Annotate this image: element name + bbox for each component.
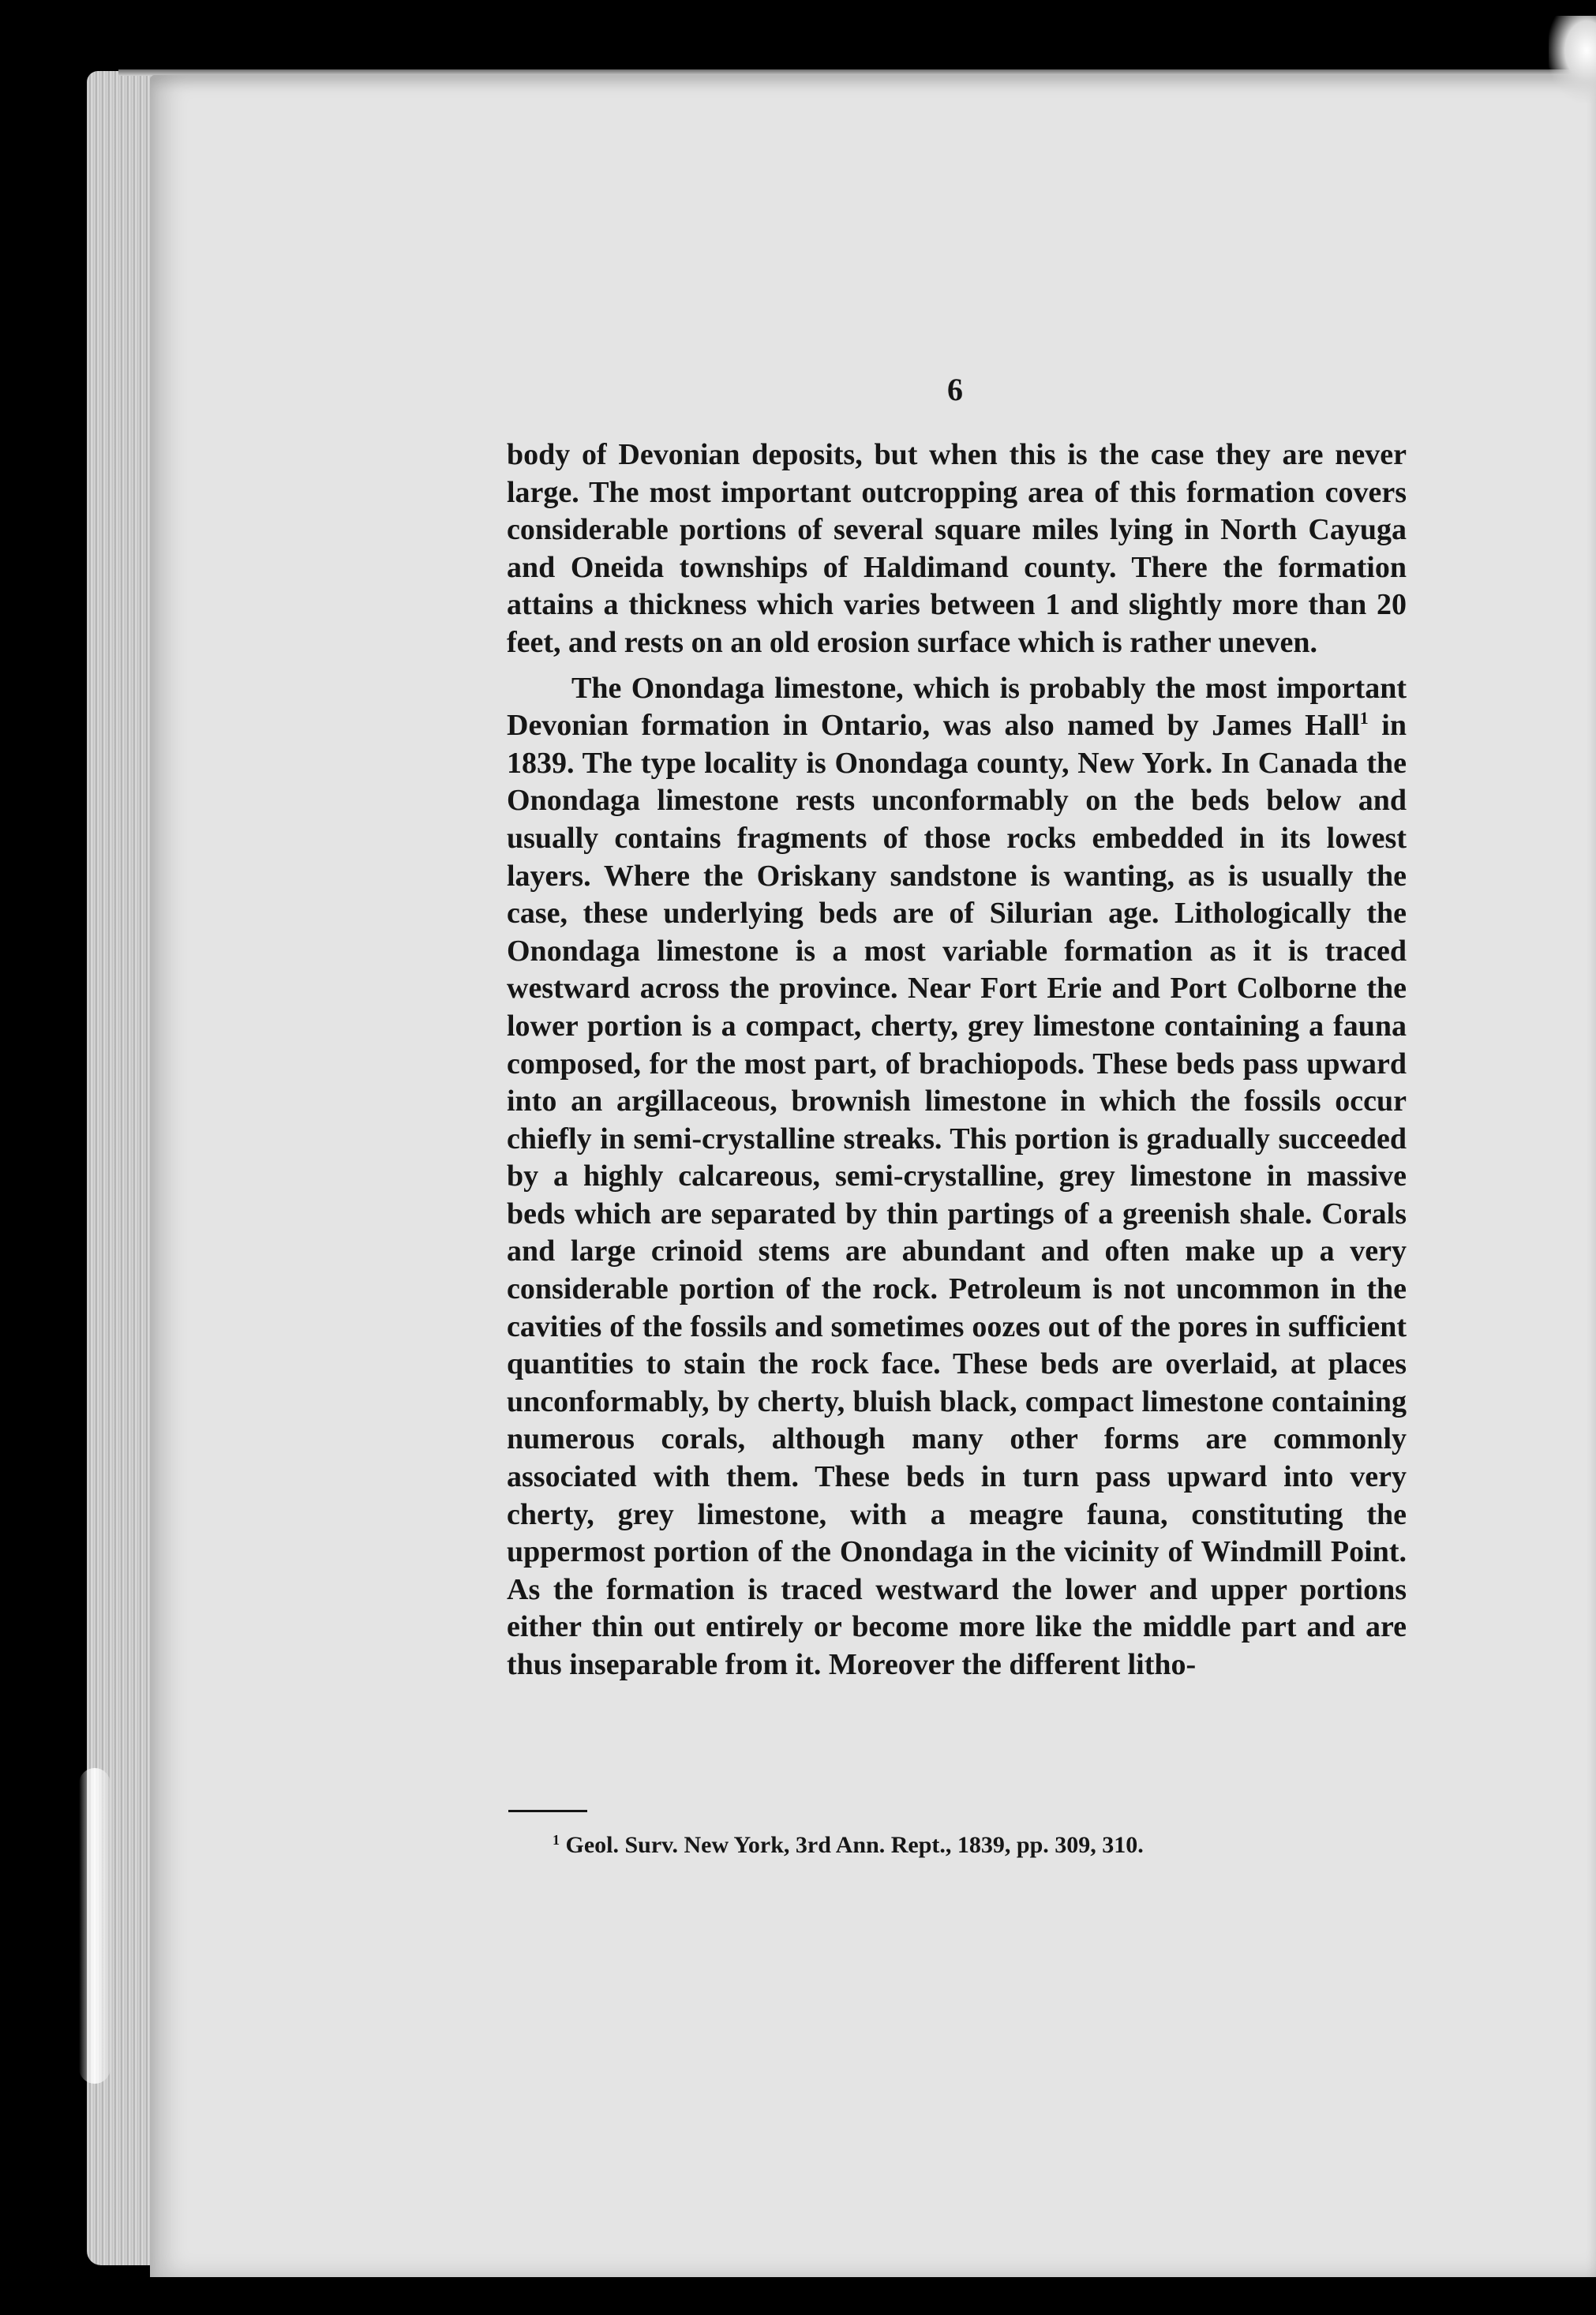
paragraph-2-text-rest: in 1839. The type locality is Onondaga county, New York. In Canada the Onondaga limestone rests unconformably on the beds below and usually contains fragments of those rocks embedded in its lowest layers. Where the Oriskany sandstone is wanting, as is usually the case, these underlying beds are of Silurian age. Lithologically the Onondaga limestone is a most variable formation as it is traced westward across the province. Near Fort Erie and Port Colborne the lower portion is a compact, cherty, grey limestone containing a fauna composed, for the most part, of brachiopods. These beds pass upward into an argillaceous, brownish limestone in which the fossils occur chiefly in semi-crystalline streaks. This portion is gradually succeeded by a highly calcareous, semi-crystalline, grey limestone in massive beds which are separated by thin partings of a greenish shale. Corals and large crinoid stems are abundant and often make up a very considerable portion of the rock. Petroleum is not uncommon in the cavities of the fossils and sometimes oozes out of the pores in sufficient quantities to stain the rock face. These beds are overlaid, at places unconformably, by cherty, bluish black, compact limestone containing numerous corals, although many other forms are commonly associated with them. These beds in turn pass upward into very cherty, grey limestone, with a meagre fauna, constituting the uppermost portion of the Onondaga in the vicinity of Windmill Point. As the formation is traced westward the lower and upper portions either thin out entirely or become more like the middle part and are thus inseparable from it. Moreover the different litho-	[507, 709, 1407, 1681]
footnote-reference: 1	[1359, 708, 1369, 729]
edge-glare	[79, 1768, 111, 2084]
footnote-marker: 1	[553, 1832, 560, 1848]
corner-glare	[1549, 16, 1596, 103]
footnote	[553, 1830, 1342, 1861]
body-text	[507, 436, 1407, 1684]
footnote-text: Geol. Surv. New York, 3rd Ann. Rept., 1839, pp. 309, 310.	[560, 1832, 1144, 1858]
paragraph-2	[507, 670, 1407, 1684]
footnote-divider	[508, 1810, 587, 1812]
paragraph-1: body of Devonian deposits, but when this is the case they are never large. The most important outcropping area of this formation covers considerable portions of several square miles lying in North Cayuga and Oneida townships of Haldimand county. There the formation attains a thickness which varies between 1 and slightly more than 20 feet, and rests on an old erosion surface which is rather uneven.	[507, 438, 1407, 659]
page-number: 6	[947, 372, 963, 407]
paragraph-2-text-start: The Onondaga limestone, which is probably the most important Devonian formation in Ontario, was also named by James Hall	[507, 671, 1407, 743]
